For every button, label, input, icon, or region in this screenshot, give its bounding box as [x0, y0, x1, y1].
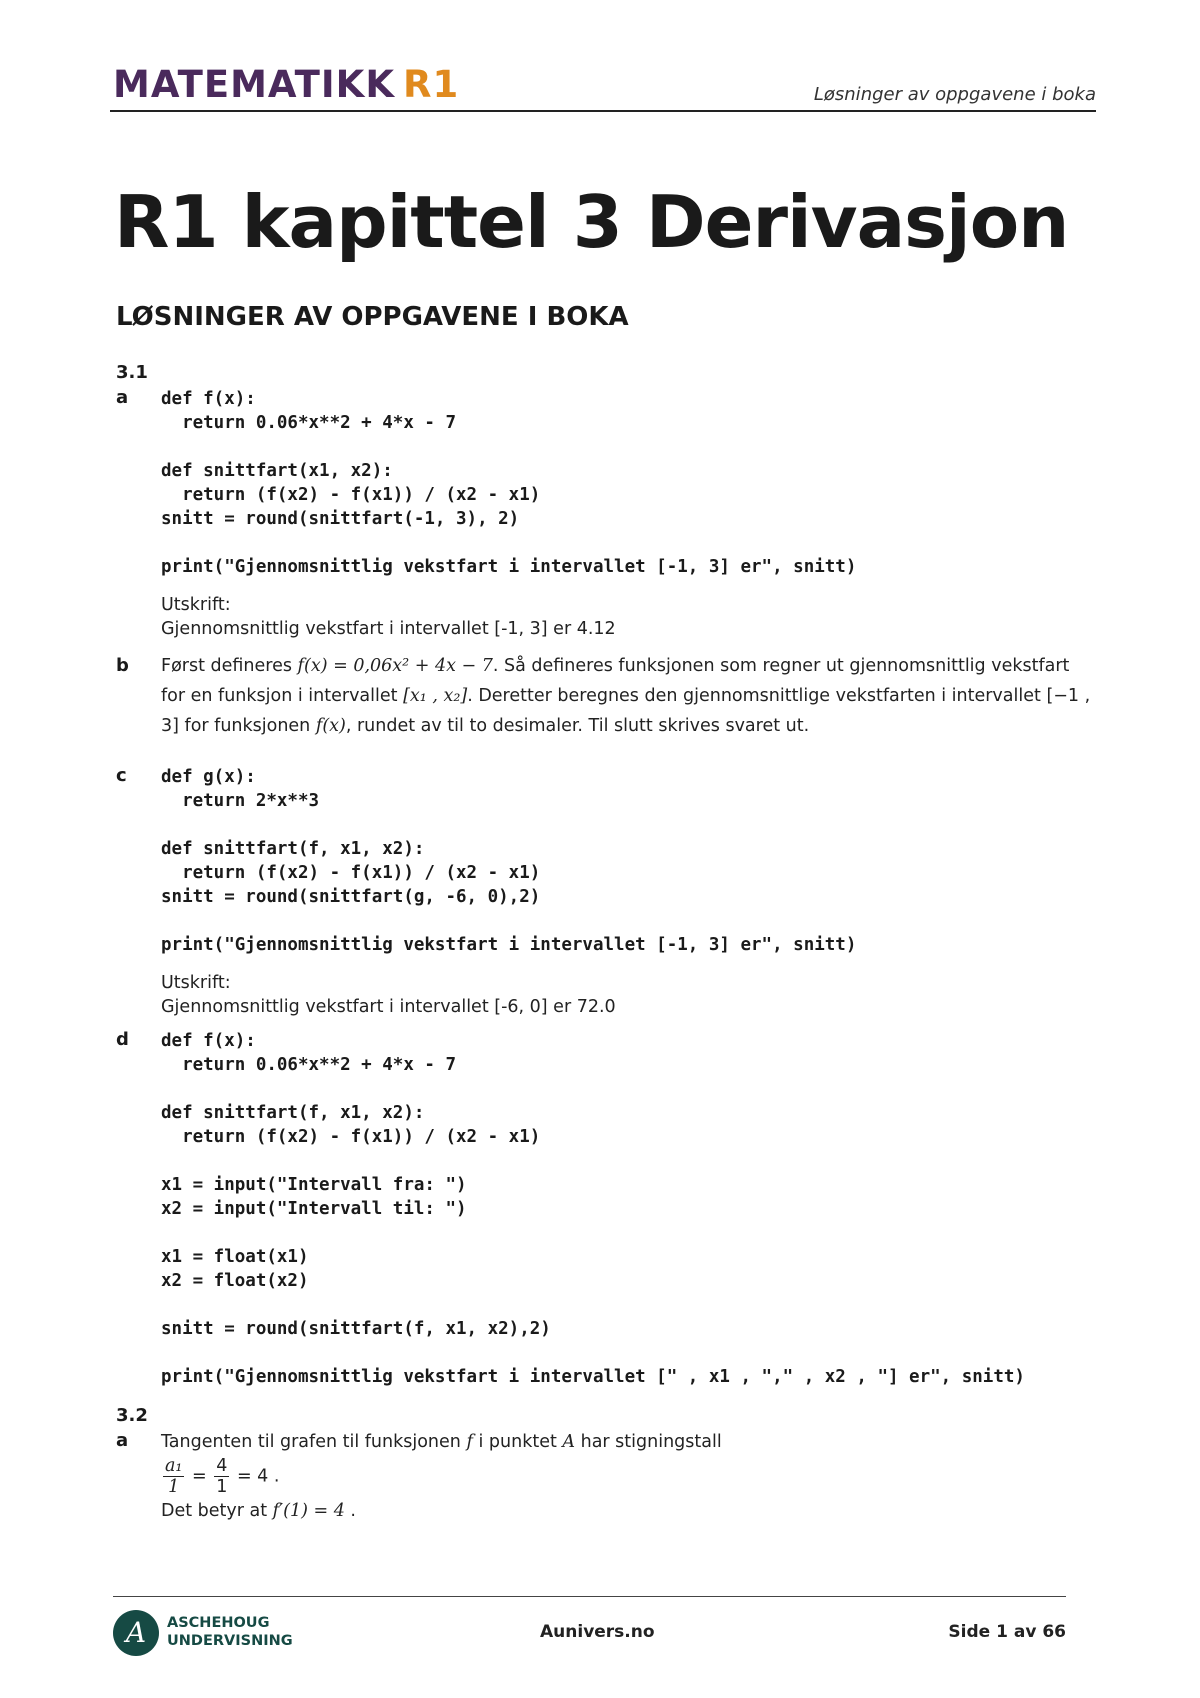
- task-letter: c: [116, 765, 127, 786]
- math-expression: f(x): [315, 716, 346, 736]
- code-block: def f(x): return 0.06*x**2 + 4*x - 7 def snittfart(x1, x2): return (f(x2) - f(x1)) / (x2 - x1) snitt = round(snittfart(-1, 3), 2) print("Gjennomsnittlig vekstfart i intervallet [-1, 3] er", snitt): [161, 389, 857, 577]
- section-3-2-heading: 3.2: [116, 1405, 148, 1426]
- task-3-2-a: [116, 1430, 1096, 1523]
- publisher-line-1: ASCHEHOUG: [167, 1615, 270, 1631]
- text-part: . Deretter beregnes den gjennomsnittlige vekstfarten i intervallet: [467, 686, 1047, 706]
- aschehoug-logo-icon: A: [113, 1610, 159, 1656]
- equals-sign: =: [186, 1466, 213, 1487]
- text-part: . Så defineres funksjonen som regner ut gjennomsnittlig vekstfart for en funksjon i intervallet: [161, 656, 1070, 706]
- logo-main-text: MATEMATIKK: [113, 63, 396, 106]
- text-part: i punktet: [472, 1432, 563, 1452]
- task-letter: a: [116, 387, 129, 408]
- text-part: Tangenten til grafen til funksjonen: [161, 1432, 467, 1452]
- task-letter: d: [116, 1029, 129, 1050]
- task-3-1-b: [116, 651, 1096, 741]
- fraction-denominator: 1: [168, 1477, 180, 1497]
- math-expression: f: [466, 1432, 473, 1452]
- math-expression: [−1 , 3]: [161, 686, 1091, 736]
- equation-result: = 4 .: [231, 1466, 280, 1487]
- output-label: Utskrift:: [161, 595, 231, 615]
- header-divider: [110, 110, 1096, 112]
- text-part: Det betyr at: [161, 1501, 273, 1521]
- task-3-1-a: [116, 387, 1096, 641]
- logo-accent-text: R1: [403, 63, 460, 106]
- task-letter: b: [116, 655, 129, 676]
- output-text: Gjennomsnittlig vekstfart i intervallet [-1, 3] er 4.12: [161, 619, 616, 639]
- footer-divider: [113, 1596, 1066, 1597]
- page-subtitle: LØSNINGER AV OPPGAVENE I BOKA: [116, 302, 629, 332]
- publisher-line-2: UNDERVISNING: [167, 1633, 293, 1649]
- math-expression: f(x) = 0,06x² + 4x − 7: [297, 656, 493, 676]
- fraction: [163, 1456, 184, 1497]
- text-part: , rundet av til to desimaler. Til slutt skrives svaret ut.: [345, 716, 810, 736]
- text-part: Først defineres: [161, 656, 298, 676]
- explanation-paragraph: [161, 651, 1096, 741]
- task-3-1-c: [116, 765, 1096, 1019]
- fraction-numerator: 4: [216, 1456, 228, 1476]
- page-number: Side 1 av 66: [948, 1622, 1066, 1642]
- text-part: .: [344, 1501, 356, 1521]
- output-text: Gjennomsnittlig vekstfart i intervallet [-6, 0] er 72.0: [161, 997, 616, 1017]
- code-block: def f(x): return 0.06*x**2 + 4*x - 7 def snittfart(f, x1, x2): return (f(x2) - f(x1)) / (x2 - x1) x1 = input("Intervall fra: ") x2 = input("Intervall til: ") x1 = float(x1) x2 = float(x2) snitt = round(snittfart(f, x1, x2),2) print("Gjennomsnittlig vekstfart i intervallet [" , x1 , "," , x2 , "] er", snitt): [161, 1031, 1025, 1387]
- explanation-line: [161, 1430, 1096, 1454]
- output-label: Utskrift:: [161, 973, 231, 993]
- matematikk-r1-logo: [113, 63, 460, 106]
- header-caption: Løsninger av oppgavene i boka: [813, 84, 1096, 105]
- publisher-name: [167, 1614, 293, 1650]
- fraction-numerator: a₁: [165, 1456, 183, 1476]
- math-expression: f′(1) = 4: [272, 1501, 345, 1521]
- text-part: har stigningstall: [575, 1432, 722, 1452]
- text-part: for funksjonen: [178, 716, 316, 736]
- document-body: [116, 362, 1096, 1523]
- page-title: R1 kapittel 3 Derivasjon: [114, 180, 1069, 264]
- fraction: [214, 1456, 229, 1497]
- task-3-1-d: [116, 1029, 1096, 1389]
- math-expression: [x₁ , x₂]: [403, 686, 468, 706]
- fraction-denominator: 1: [216, 1477, 228, 1497]
- footer-site-link[interactable]: Aunivers.no: [540, 1622, 655, 1642]
- code-block: def g(x): return 2*x**3 def snittfart(f, x1, x2): return (f(x2) - f(x1)) / (x2 - x1) snitt = round(snittfart(g, -6, 0),2) print("Gjennomsnittlig vekstfart i intervallet [-1, 3] er", snitt): [161, 767, 857, 955]
- section-3-1-heading: 3.1: [116, 362, 148, 383]
- slope-equation: [161, 1456, 1096, 1497]
- conclusion-line: [161, 1499, 1096, 1523]
- math-expression: A: [562, 1432, 576, 1452]
- task-letter: a: [116, 1430, 129, 1451]
